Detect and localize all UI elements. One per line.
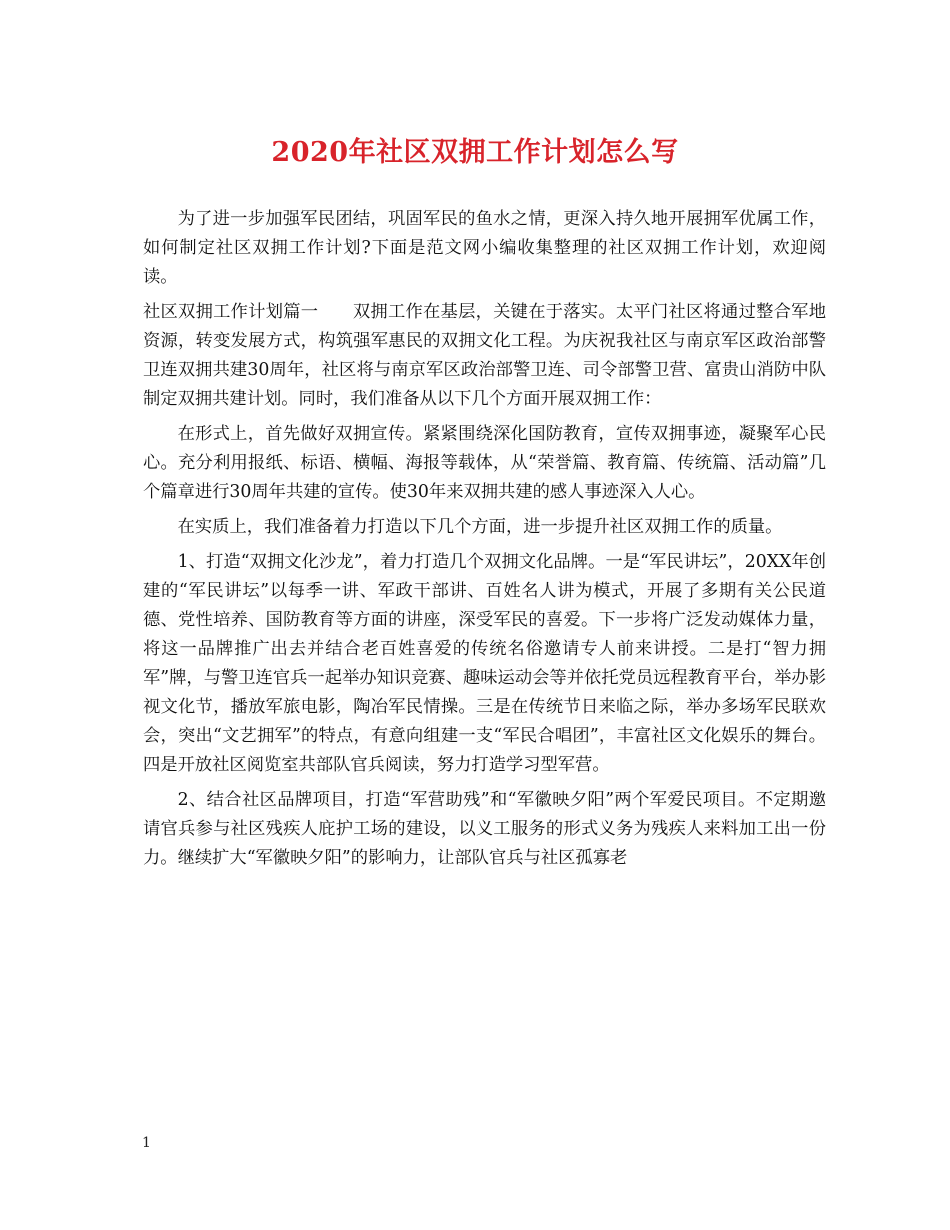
body-paragraph-substance: 在实质上，我们准备着力打造以下几个方面，进一步提升社区双拥工作的质量。 bbox=[177, 517, 783, 537]
document-title: 2020年社区双拥工作计划怎么写 bbox=[271, 137, 679, 168]
section-paragraph bbox=[143, 298, 826, 414]
document-body bbox=[143, 205, 826, 879]
page-number: 1 bbox=[142, 1135, 151, 1151]
section-heading: 社区双拥工作计划篇一 bbox=[143, 302, 319, 322]
section-body: 双拥工作在基层，关键在于落实。太平门社区将通过整合军地资源，转变发展方式，构筑强军惠民的双拥文化工程。为庆祝我社区与南京军区政治部警卫连双拥共建30周年，社区将与南京军区政治部警卫连、司令部警卫营、富贵山消防中队制定双拥共建计划。同时，我们准备从以下几个方面开展双拥工作： bbox=[143, 302, 826, 409]
intro-paragraph: 为了进一步加强军民团结，巩固军民的鱼水之情，更深入持久地开展拥军优属工作，如何制定社区双拥工作计划?下面是范文网小编收集整理的社区双拥工作计划，欢迎阅读。 bbox=[143, 209, 826, 287]
body-paragraph-item-1: 1、打造“双拥文化沙龙”，着力打造几个双拥文化品牌。一是“军民讲坛”，20XX年创建的“军民讲坛”以每季一讲、军政干部讲、百姓名人讲为模式，开展了多期有关公民道德、党性培养、国防教育等方面的讲座，深受军民的喜爱。下一步将广泛发动媒体力量，将这一品牌推广出去并结合老百姓喜爱的传统名俗邀请专人前来讲授。二是打“智力拥军”牌，与警卫连官兵一起举办知识竞赛、趣味运动会等并依托党员远程教育平台，举办影视文化节，播放军旅电影，陶冶军民情操。三是在传统节日来临之际，举办多场军民联欢会，突出“文艺拥军”的特点，有意向组建一支“军民合唱团”，丰富社区文化娱乐的舞台。四是开放社区阅览室共部队官兵阅读，努力打造学习型军营。 bbox=[143, 552, 826, 775]
body-paragraph-item-2: 2、结合社区品牌项目，打造“军营助残”和“军徽映夕阳”两个军爱民项目。不定期邀请官兵参与社区残疾人庇护工场的建设，以义工服务的形式义务为残疾人来料加工出一份力。继续扩大“军徽映夕阳”的影响力，让部队官兵与社区孤寡老 bbox=[143, 790, 826, 868]
body-paragraph-form: 在形式上，首先做好双拥宣传。紧紧围绕深化国防教育，宣传双拥事迹，凝聚军心民心。充分利用报纸、标语、横幅、海报等载体，从“荣誉篇、教育篇、传统篇、活动篇”几个篇章进行30周年共建的宣传。使30年来双拥共建的感人事迹深入人心。 bbox=[143, 424, 826, 502]
